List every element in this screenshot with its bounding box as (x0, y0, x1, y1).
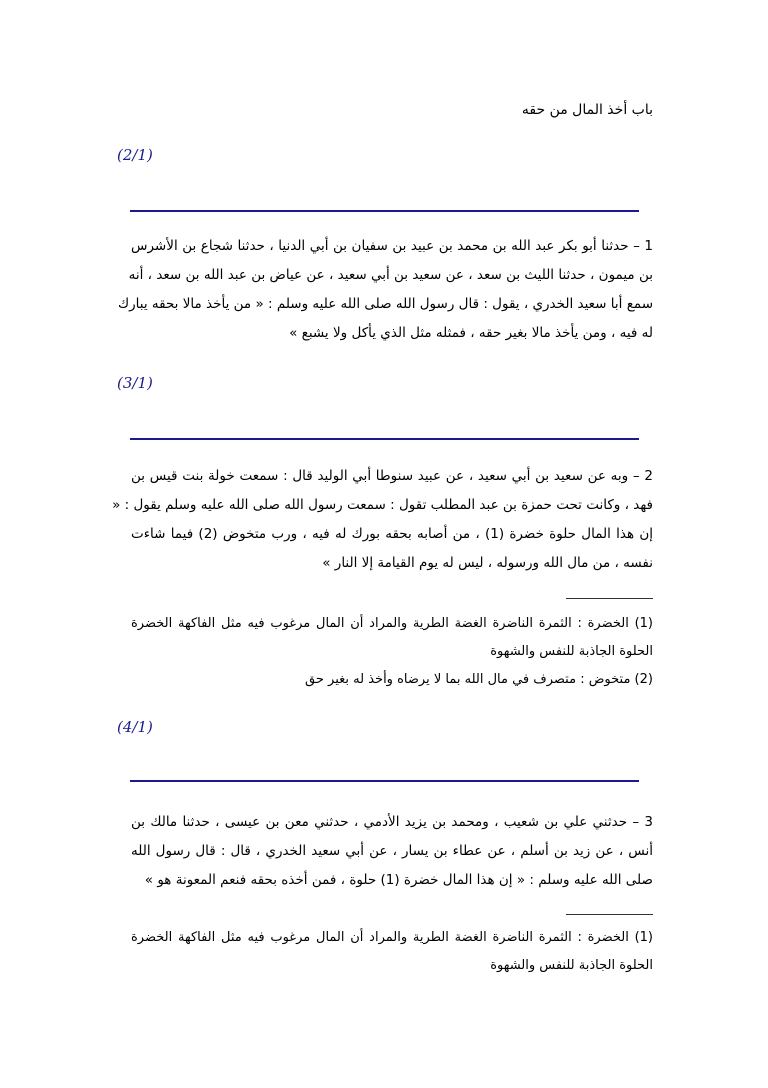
section-divider (130, 780, 639, 782)
footnote-line: (2) متخوض : متصرف في مال الله بما لا يرضاه وأخذ له بغير حق (305, 672, 653, 687)
footnote-separator (566, 914, 653, 915)
text-line: صلى الله عليه وسلم : « إن هذا المال خضرة (1) حلوة ، فمن أخذه بحقه فنعم المعونة هو » (144, 872, 653, 888)
chapter-title: باب أخذ المال من حقه (521, 102, 653, 118)
text-line: أنس ، عن زيد بن أسلم ، عن عطاء بن يسار ، عن أبي سعيد الخدري ، قال : قال رسول الله (131, 843, 653, 859)
text-line: بن ميمون ، حدثنا الليث بن سعد ، عن سعيد بن أبي سعيد ، عن عياض بن عبد الله بن سعد ، أنه (128, 267, 653, 283)
footnote-separator (566, 598, 653, 599)
text-line: له فيه ، ومن يأخذ مالا بغير حقه ، فمثله مثل الذي يأكل ولا يشبع » (289, 325, 653, 341)
hadith-paragraph (131, 808, 653, 895)
footnote (131, 924, 653, 980)
section-divider (130, 210, 639, 212)
footnote-line: الحلوة الجاذبة للنفس والشهوة (490, 644, 653, 659)
text-line: 2 – وبه عن سعيد بن أبي سعيد ، عن عبيد سنوطا أبي الوليد قال : سمعت خولة بنت قيس بن (131, 468, 653, 484)
text-line: إن هذا المال حلوة خضرة (1) ، من أصابه بحقه بورك له فيه ، ورب متخوض (2) فيما شاءت (131, 526, 653, 542)
text-line: نفسه ، من مال الله ورسوله ، ليس له يوم القيامة إلا النار » (322, 555, 653, 571)
hadith-paragraph (118, 232, 653, 348)
page-marker: (3/1) (117, 374, 153, 392)
footnote (131, 610, 653, 694)
page-marker: (4/1) (117, 718, 153, 736)
page-marker: (2/1) (117, 146, 153, 164)
text-line: سمع أبا سعيد الخدري ، يقول : قال رسول الله صلى الله عليه وسلم : « من يأخذ مالا بحقه يبارك (118, 296, 653, 312)
section-divider (130, 438, 639, 440)
hadith-paragraph (112, 462, 653, 578)
text-line: 3 – حدثني علي بن شعيب ، ومحمد بن يزيد الأدمي ، حدثني معن بن عيسى ، حدثنا مالك بن (131, 814, 653, 830)
footnote-line: الحلوة الجاذبة للنفس والشهوة (490, 958, 653, 973)
footnote-line: (1) الخضرة : الثمرة الناضرة الغضة الطرية والمراد أن المال مرغوب فيه مثل الفاكهة الخضرة (131, 616, 653, 631)
footnote-line: (1) الخضرة : الثمرة الناضرة الغضة الطرية والمراد أن المال مرغوب فيه مثل الفاكهة الخضرة (131, 930, 653, 945)
text-line: فهد ، وكانت تحت حمزة بن عبد المطلب تقول : سمعت رسول الله صلى الله عليه وسلم يقول : « (112, 497, 653, 513)
text-line: 1 – حدثنا أبو بكر عبد الله بن محمد بن عبيد بن سفيان بن أبي الدنيا ، حدثنا شجاع بن الأشرس (131, 238, 653, 254)
